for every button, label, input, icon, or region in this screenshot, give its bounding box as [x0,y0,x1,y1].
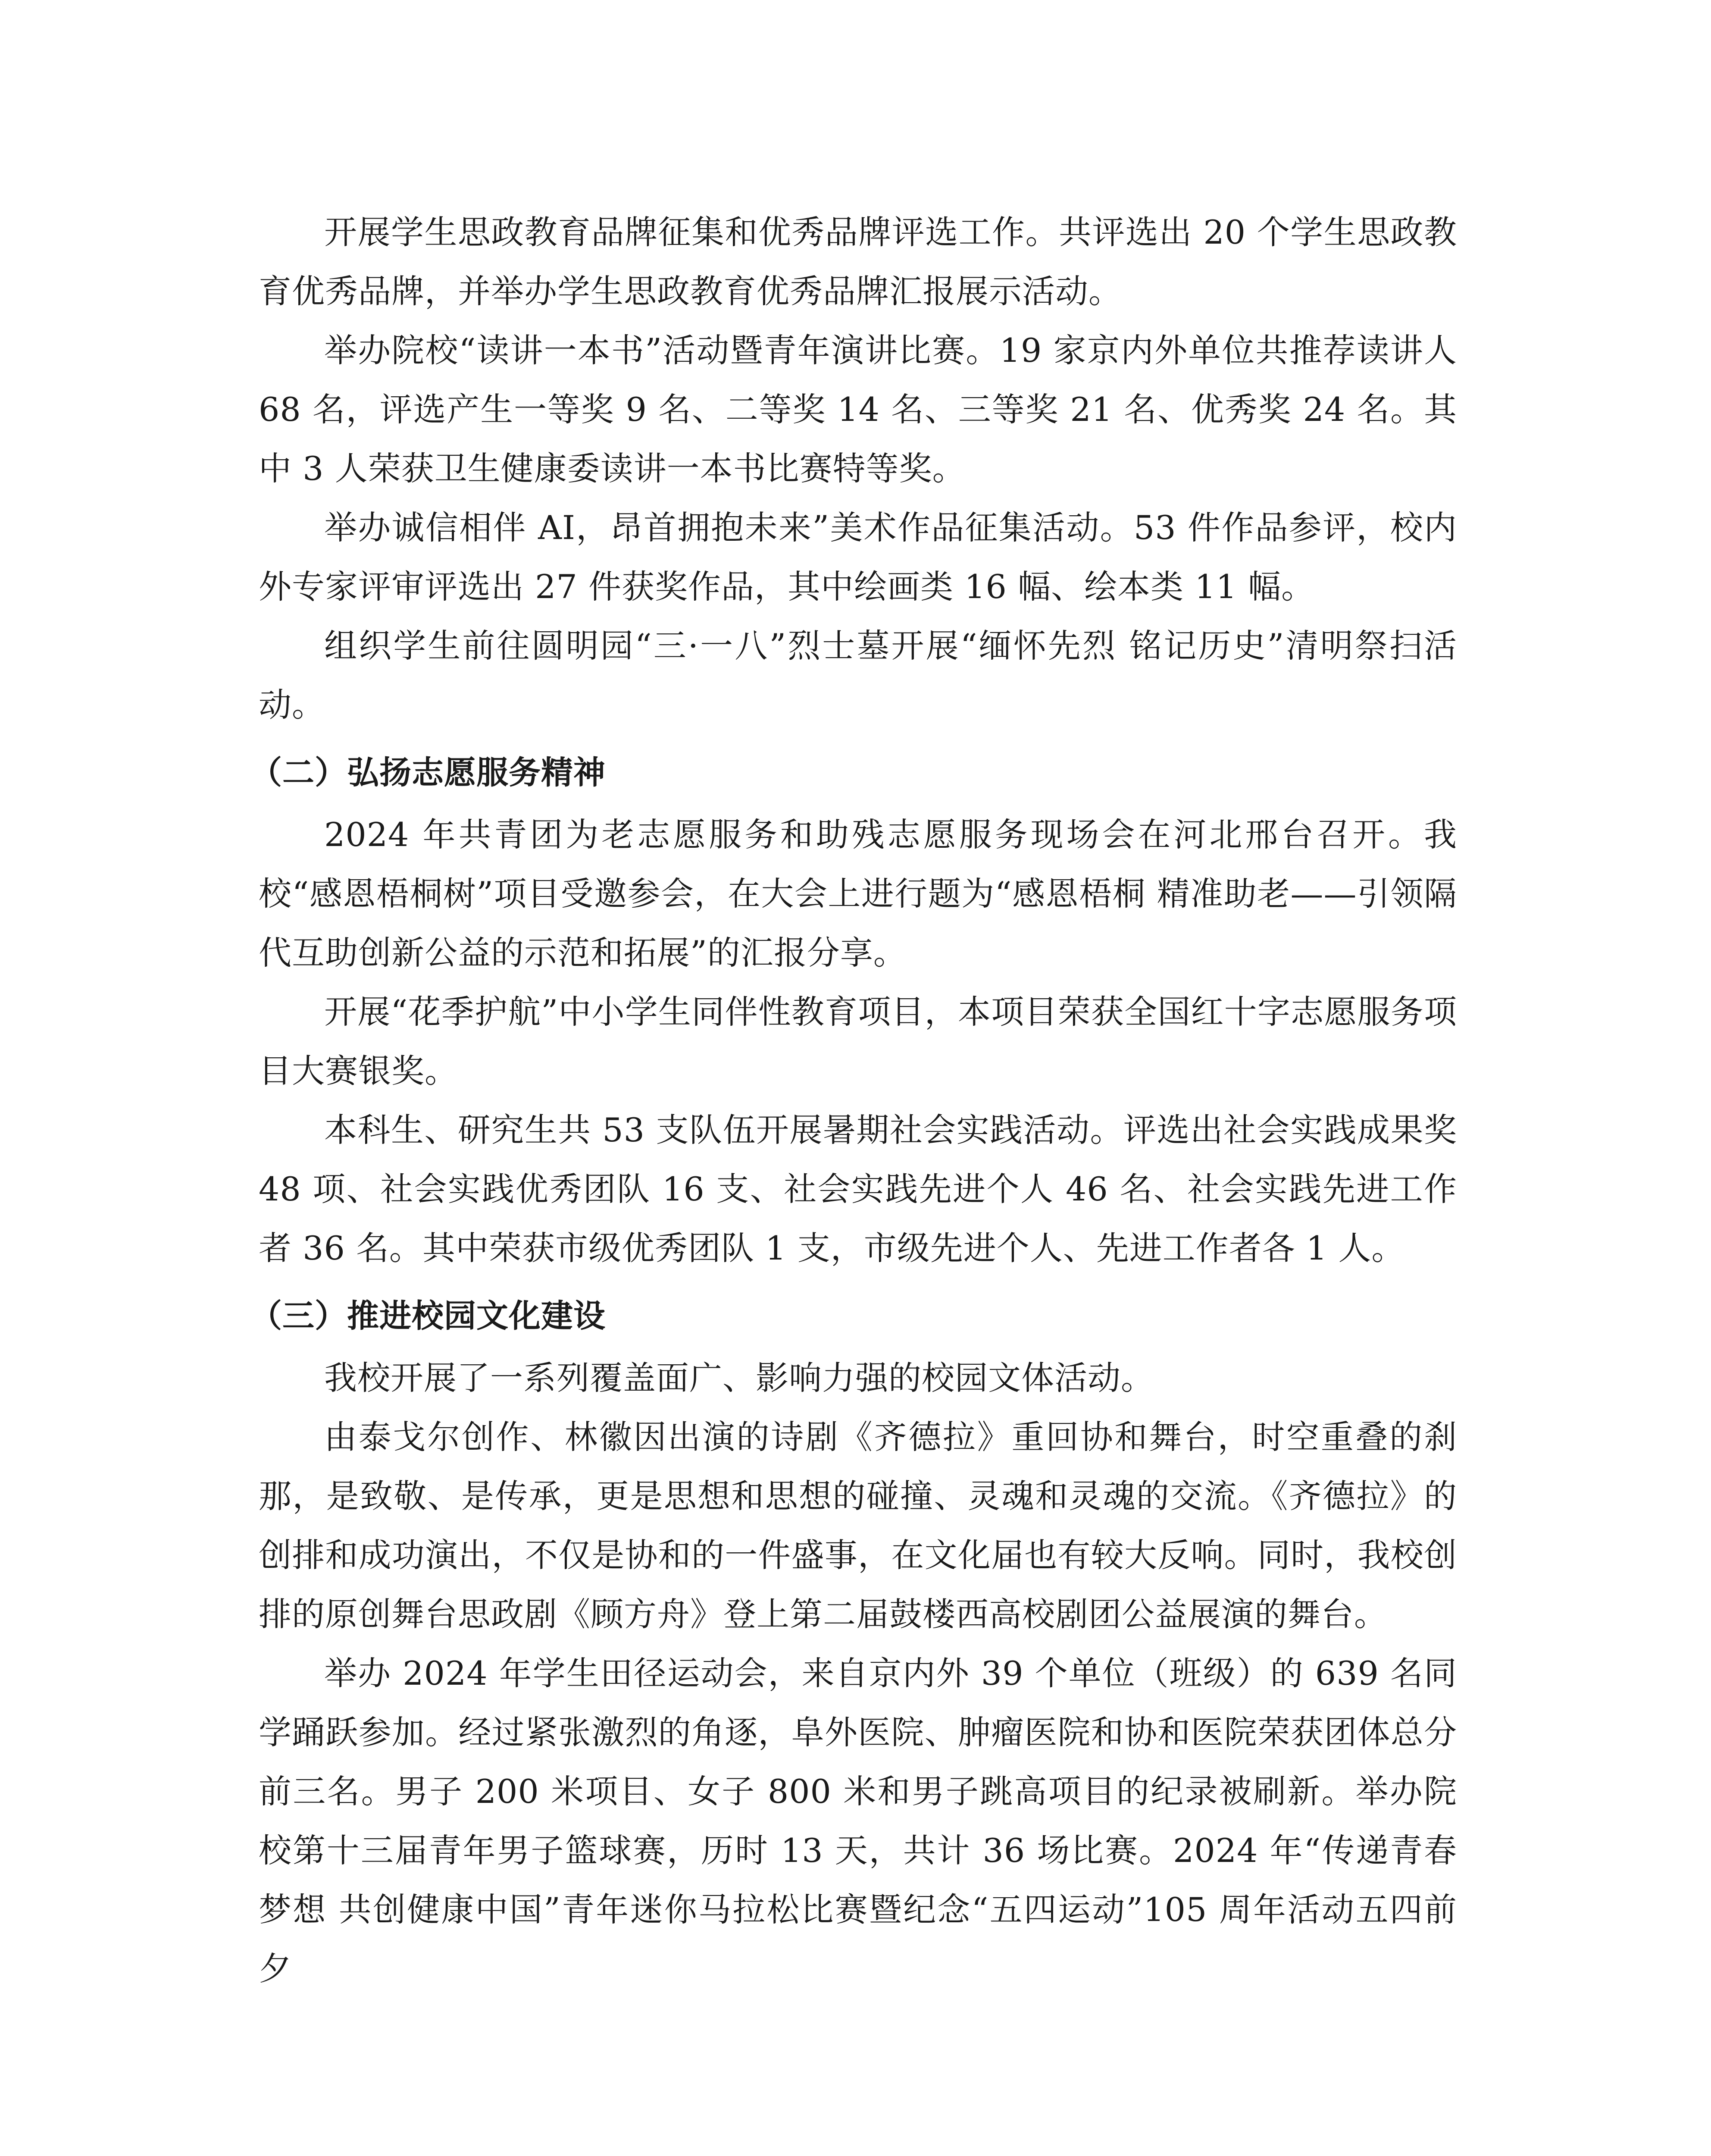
paragraph: 开展学生思政教育品牌征集和优秀品牌评选工作。共评选出 20 个学生思政教育优秀品牌，并举办学生思政教育优秀品牌汇报展示活动。 [259,213,1457,310]
paragraph: 组织学生前往圆明园“三·一八”烈士墓开展“缅怀先烈 铭记历史”清明祭扫活动。 [259,627,1457,724]
document-body [250,203,1457,1998]
paragraph: 由泰戈尔创作、林徽因出演的诗剧《齐德拉》重回协和舞台，时空重叠的刹那，是致敬、是传承，更是思想和思想的碰撞、灵魂和灵魂的交流。《齐德拉》的创排和成功演出，不仅是协和的一件盛事，在文化届也有较大反响。同时，我校创排的原创舞台思政剧《顾方舟》登上第二届鼓楼西高校剧团公益展演的舞台。 [259,1418,1457,1633]
paragraph: 我校开展了一系列覆盖面广、影响力强的校园文体活动。 [324,1359,1154,1397]
paragraph: 本科生、研究生共 53 支队伍开展暑期社会实践活动。评选出社会实践成果奖 48 项、社会实践优秀团队 16 支、社会实践先进个人 46 名、社会实践先进工作者 36 名。其中荣获市级优秀团队 1 支，市级先进个人、先进工作者各 1 人。 [259,1111,1457,1267]
section-heading: （三）推进校园文化建设 [250,1297,606,1335]
paragraph: 开展“花季护航”中小学生同伴性教育项目，本项目荣获全国红十字志愿服务项目大赛银奖。 [259,993,1457,1090]
paragraph: 举办院校“读讲一本书”活动暨青年演讲比赛。19 家京内外单位共推荐读讲人 68 名，评选产生一等奖 9 名、二等奖 14 名、三等奖 21 名、优秀奖 24 名。其中 3 人荣获卫生健康委读讲一本书比赛特等奖。 [259,331,1457,488]
paragraph: 举办诚信相伴 AI，昂首拥抱未来”美术作品征集活动。53 件作品参评，校内外专家评审评选出 27 件获奖作品，其中绘画类 16 幅、绘本类 11 幅。 [259,508,1457,606]
section-heading: （二）弘扬志愿服务精神 [250,754,606,791]
paragraph: 2024 年共青团为老志愿服务和助残志愿服务现场会在河北邢台召开。我校“感恩梧桐树”项目受邀参会，在大会上进行题为“感恩梧桐 精准助老——引领隔代互助创新公益的示范和拓展”的汇报分享。 [259,815,1457,972]
paragraph: 举办 2024 年学生田径运动会，来自京内外 39 个单位（班级）的 639 名同学踊跃参加。经过紧张激烈的角逐，阜外医院、肿瘤医院和协和医院荣获团体总分前三名。男子 200 米项目、女子 800 米和男子跳高项目的纪录被刷新。举办院校第十三届青年男子篮球赛，历时 13 天，共计 36 场比赛。2024 年“传递青春梦想 共创健康中国”青年迷你马拉松比赛暨纪念“五四运动”105 周年活动五四前夕 [259,1654,1457,1988]
